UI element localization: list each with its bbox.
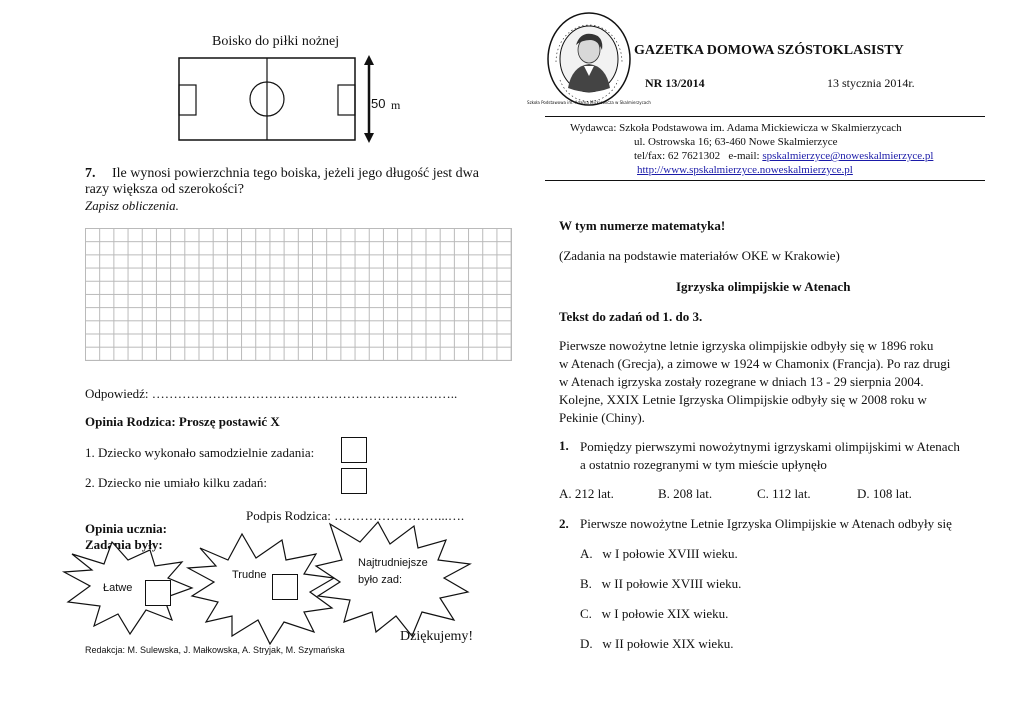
school-logo-text: Szkoła Podstawowa im. Adama Mickiewicza w Skalmierzycach [527,100,651,105]
q1-option-a[interactable]: A. 212 lat. [559,486,614,501]
q2-option-b[interactable] [580,576,741,592]
parent-opinion-title: Opinia Rodzica: Proszę postawić X [85,414,280,429]
paragraph-line: w Atenach igrzyska zostały rozegrane w dniach 13 - 29 sierpnia 2004. [559,374,924,389]
pitch-left-goal-area [179,85,196,115]
student-opinion-title: Opinia ucznia: [85,521,167,536]
q2-option-d[interactable] [580,636,733,652]
q1-option-b[interactable]: B. 208 lat. [658,486,713,501]
q2-option-text: w I połowie XVIII wieku. [602,546,738,561]
question-1-line: a ostatnio rozegranymi w tym mieście upłynęło [580,457,827,472]
star-hardest-label-2: było zad: [358,574,403,586]
q2-option-text: w II połowie XVIII wieku. [601,576,742,591]
question-1-number: 1. [559,438,569,453]
website-line [637,164,853,176]
question-2-text: Pierwsze nowożytne Letnie Igrzyska Olimpijskie w Atenach odbyły się [580,516,952,531]
answer-line[interactable]: Odpowiedź: …………………………………………………………….. [85,386,458,401]
pitch-title: Boisko do piłki nożnej [212,34,340,49]
olympics-paragraph [559,337,950,427]
student-tasks-were: Zadania były: [85,537,163,552]
source-note: (Zadania na podstawie materiałów OKE w Krakowie) [559,248,840,263]
address-line: ul. Ostrowska 16; 63-460 Nowe Skalmierzyce [634,136,838,148]
issue-number: NR 13/2014 [645,76,705,90]
phone-text: tel/fax: 62 7621302 [634,150,721,162]
newspaper-title: GAZETKA DOMOWA SZÓSTOKLASISTY [634,43,904,58]
paragraph-line: Kolejne, XXIX Letnie Igrzyska Olimpijskie odbyły się w 2008 roku w [559,392,927,407]
parent-signature-line[interactable]: Podpis Rodzica: ……………………...…. [246,508,465,523]
issue-date: 13 stycznia 2014r. [827,76,915,90]
q2-option-text: w I połowie XIX wieku. [601,606,729,621]
header-rule-bottom [545,180,985,181]
q2-option-letter: D. [580,636,593,651]
parent-option-1-checkbox[interactable] [341,437,367,463]
intro-headline: W tym numerze matematyka! [559,218,726,233]
q2-option-letter: C. [580,606,592,621]
text-heading: Tekst do zadań od 1. do 3. [559,309,703,324]
q2-option-a[interactable] [580,546,738,562]
star-hard-checkbox[interactable] [272,574,298,600]
q1-option-d[interactable]: D. 108 lat. [857,486,912,501]
star-hardest-label-1: Najtrudniejsze [358,557,428,569]
header-rule-top [545,116,985,117]
paragraph-line: Pekinie (Chiny). [559,410,645,425]
website-link[interactable]: http://www.spskalmierzyce.noweskalmierzyce.pl [637,164,853,176]
contact-line [634,150,933,162]
question-1-line: Pomiędzy pierwszymi nowożytnymi igrzyskami olimpijskimi w Atenach [580,439,960,454]
q2-option-letter: A. [580,546,593,561]
thanks-text: Dziękujemy! [400,629,474,644]
parent-option-1-label: 1. Dziecko wykonało samodzielnie zadania: [85,445,315,460]
parent-option-2-checkbox[interactable] [341,468,367,494]
star-hard-burst [188,534,334,644]
email-label: e-mail: [728,150,760,162]
width-arrow-head-top [364,55,374,65]
email-link[interactable]: spskalmierzyce@noweskalmierzyce.pl [762,150,934,162]
paragraph-line: Pierwsze nowożytne letnie igrzyska olimpijskie odbyły się w 1896 roku [559,338,934,353]
task7-number: 7. [85,166,96,181]
section-title: Igrzyska olimpijskie w Atenach [676,279,851,294]
question-1-text [580,438,960,474]
school-logo-seal [527,10,651,108]
calculation-grid[interactable] [85,228,512,361]
editors-footer: Redakcja: M. Sulewska, J. Małkowska, A. Stryjak, M. Szymańska [85,645,345,655]
q2-option-text: w II połowie XIX wieku. [602,636,734,651]
parent-option-2-label: 2. Dziecko nie umiało kilku zadań: [85,475,267,490]
task7-text: Ile wynosi powierzchnia tego boiska, jeżeli jego długość jest dwa razy większa od szerokości? [85,166,480,197]
q1-option-c[interactable]: C. 112 lat. [757,486,811,501]
pitch-width-unit: m [391,98,401,112]
pitch-width-value: 50 [371,96,386,111]
paragraph-line: w Atenach (Grecja), a zimowe w 1924 w Chamonix (Francja). Po raz drugi [559,356,951,371]
star-easy-label: Łatwe [103,582,133,594]
q2-option-letter: B. [580,576,592,591]
star-easy-checkbox[interactable] [145,580,171,606]
pitch-right-goal-area [338,85,355,115]
width-arrow-head-bottom [364,133,374,143]
task7-hint: Zapisz obliczenia. [85,198,179,213]
publisher-line: Wydawca: Szkoła Podstawowa im. Adama Mickiewicza w Skalmierzycach [570,122,902,134]
question-2-number: 2. [559,516,569,531]
star-hard-label: Trudne [232,569,267,581]
q2-option-c[interactable] [580,606,728,622]
